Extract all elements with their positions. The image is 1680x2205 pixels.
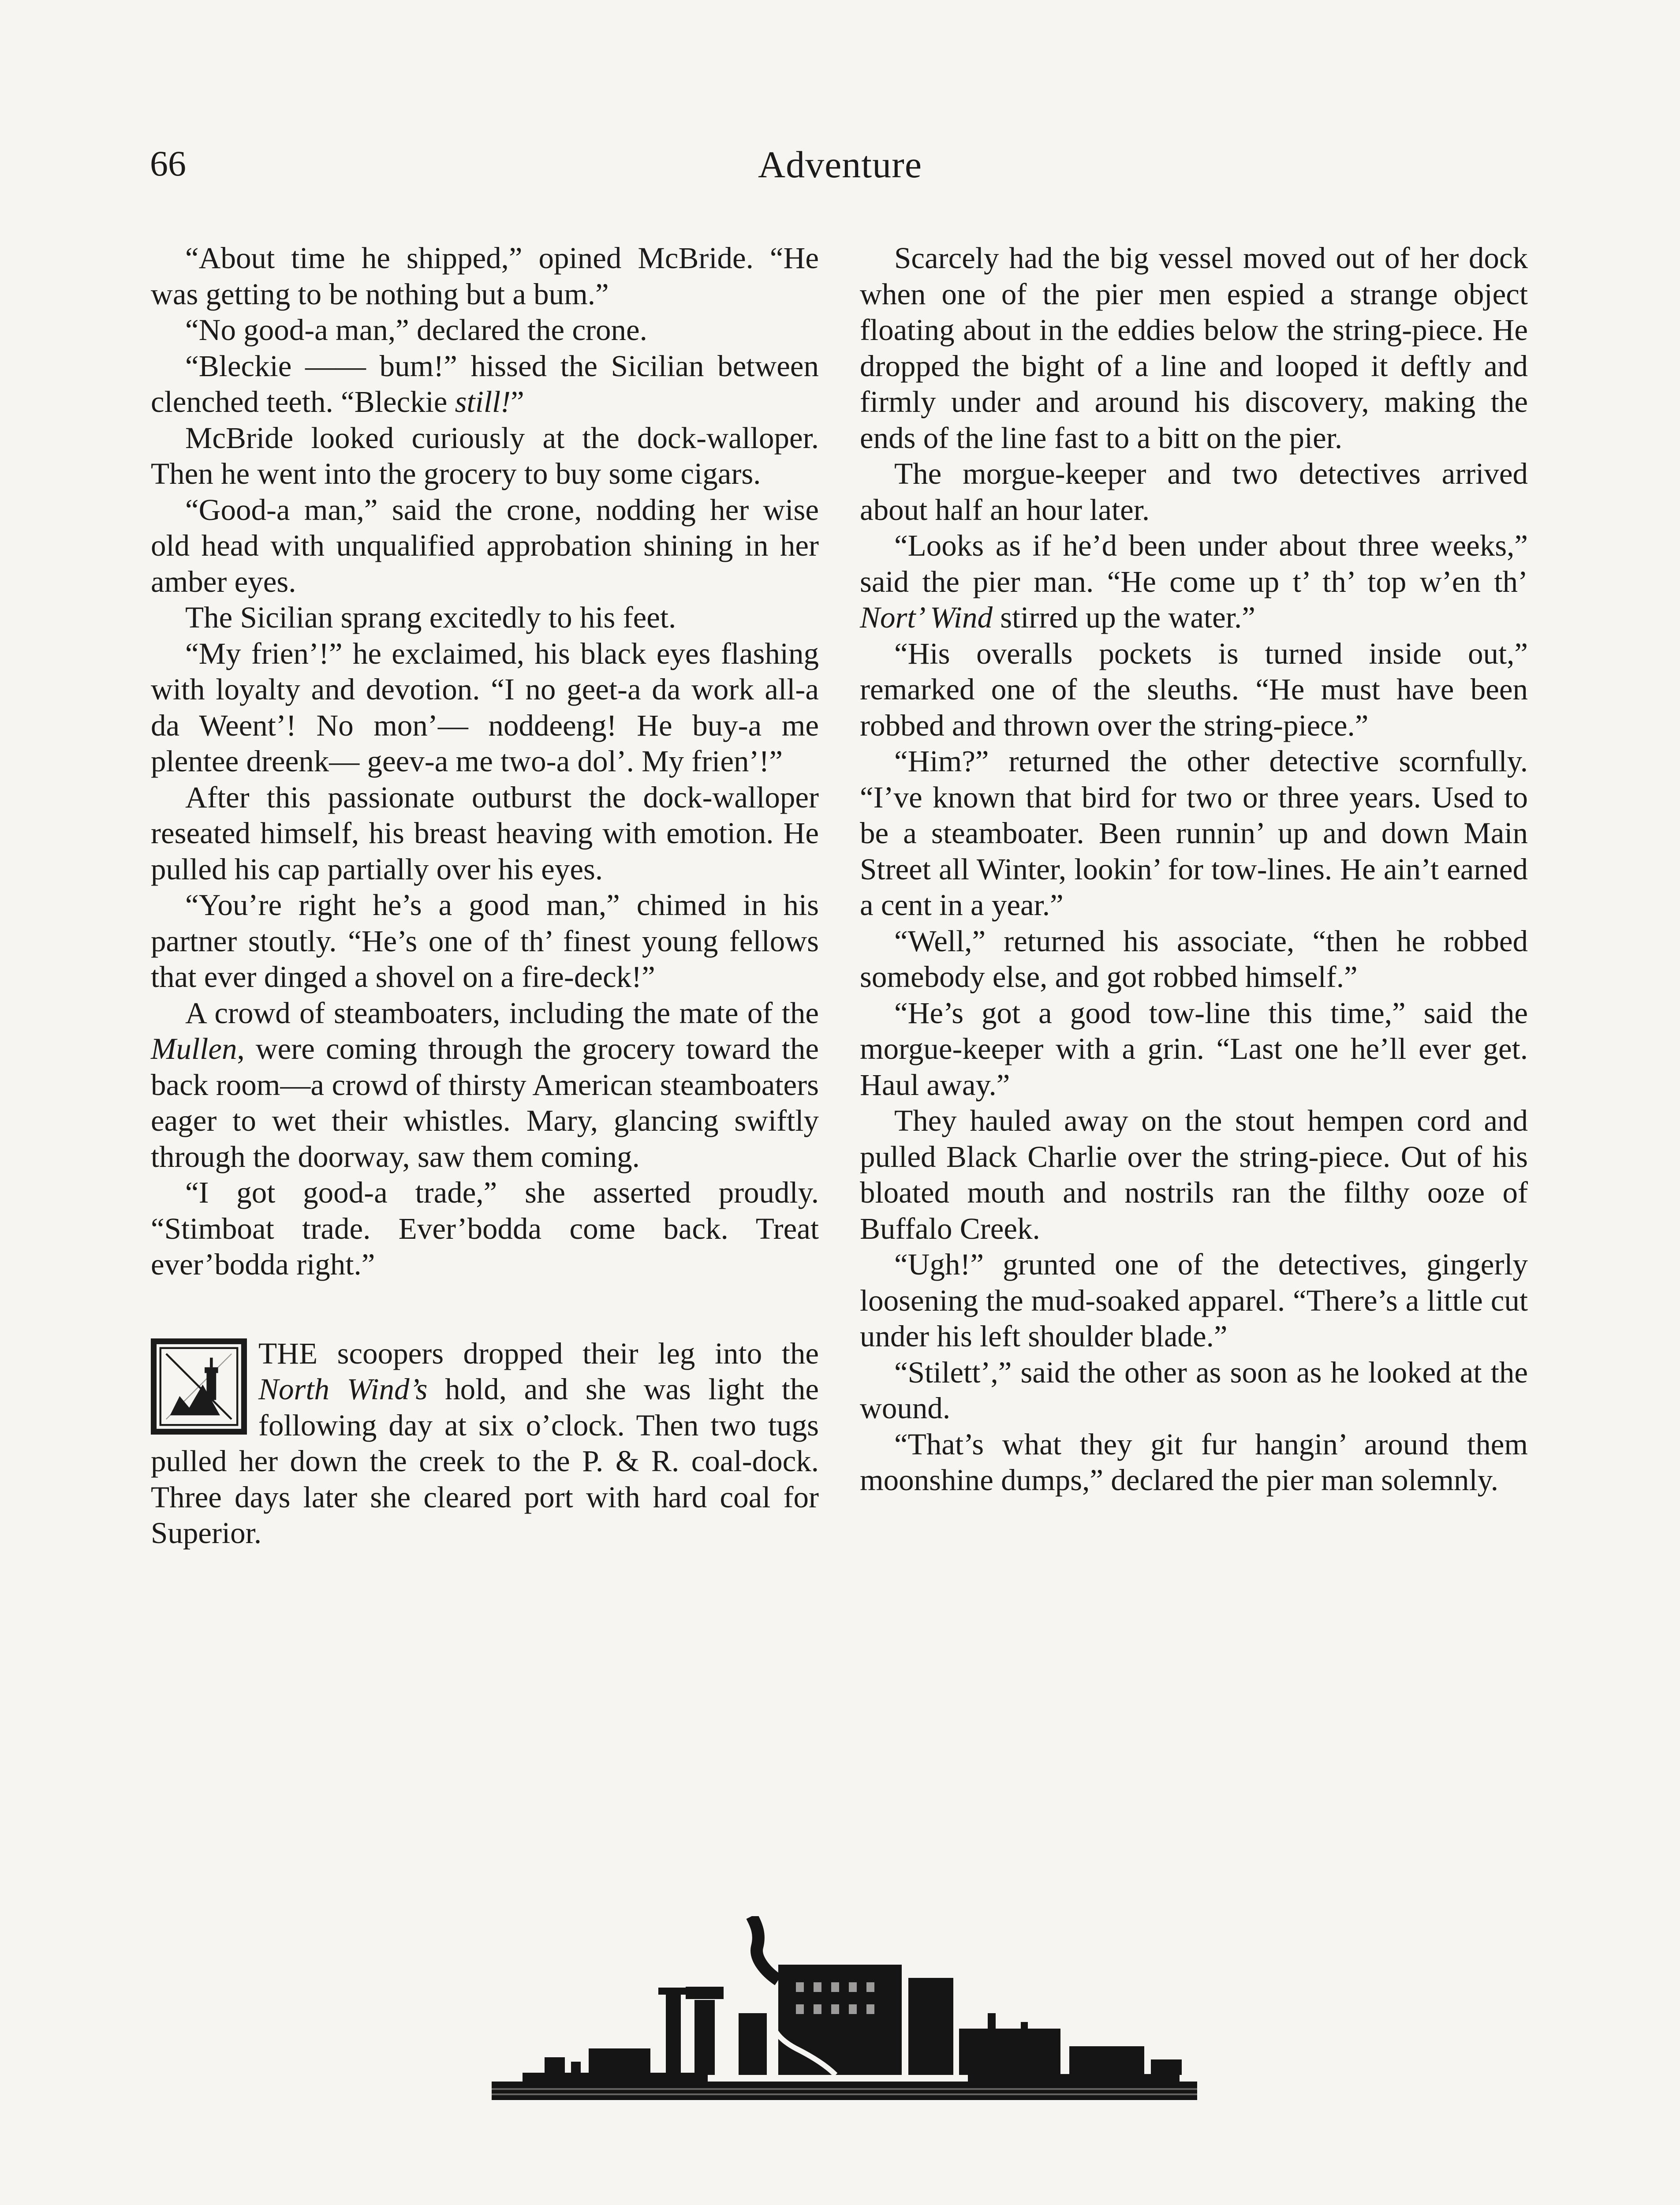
left-column <box>151 240 819 1551</box>
italic-text: Mullen <box>151 1032 237 1065</box>
right-paragraph-6: “Well,” returned his associate, “then he robbed somebody else, and got robbed himself.” <box>860 924 1528 994</box>
right-paragraph-3: “Looks as if he’d been under about three weeks,” said the pier man. “He come up t’ th’ top w’en th’ Nort’ Wind stirred up the water.” <box>860 529 1528 634</box>
left-paragraph-5: “Good-a man,” said the crone, nodding her wise old head with unqualified approbation shining in her amber eyes. <box>151 493 819 598</box>
right-column <box>860 240 1528 1499</box>
industrial-skyline-vignette <box>489 1916 1199 2119</box>
page-header <box>150 143 1530 198</box>
dropcap-lighthouse-icon <box>151 1338 247 1435</box>
right-paragraph-5: “Him?” returned the other detective scornfully. “I’ve known that bird for two or three years. Used to be a steamboater. Been runnin’ up and down Main Street all Winter, lookin’ for tow-lines. He ain’t earned a cent in a year.” <box>860 744 1528 922</box>
left-paragraph-6: The Sicilian sprang excitedly to his feet. <box>185 601 676 634</box>
left-paragraph-9: “You’re right he’s a good man,” chimed in his partner stoutly. “He’s one of th’ finest young fellows that ever dinged a shovel on a fire-deck!” <box>151 888 819 994</box>
right-paragraph-11: “That’s what they git fur hangin’ around them moonshine dumps,” declared the pier man solemnly. <box>860 1427 1528 1497</box>
running-title: Adventure <box>758 143 922 186</box>
right-paragraph-10: “Stilett’,” said the other as soon as he looked at the wound. <box>860 1355 1528 1425</box>
italic-text: Nort’ Wind <box>860 601 993 634</box>
right-paragraph-8: They hauled away on the stout hempen cord and pulled Black Charlie over the string-piece. Out of his bloated mouth and nostrils ran the filthy ooze of Buffalo Creek. <box>860 1104 1528 1245</box>
left-paragraph-8: After this passionate outburst the dock-walloper reseated himself, his breast heaving with emotion. He pulled his cap partially over his eyes. <box>151 780 819 886</box>
page-number: 66 <box>150 143 186 183</box>
right-paragraph-1: Scarcely had the big vessel moved out of her dock when one of the pier men espied a strange object floating about in the eddies below the string-piece. He dropped the bight of a line and looped it deftly and firmly under and around his discovery, making the ends of the line fast to a bitt on the pier. <box>860 241 1528 455</box>
right-paragraph-4: “His overalls pockets is turned inside out,” remarked one of the sleuths. “He must have been robbed and thrown over the string-piece.” <box>860 636 1528 742</box>
left-paragraph-1: “About time he shipped,” opined McBride. “He was getting to be nothing but a bum.” <box>151 241 819 311</box>
left-paragraph-7: “My frien’!” he exclaimed, his black eyes flashing with loyalty and devotion. “I no geet-a da work all-a da Weent’! No mon’— noddeeng! He buy-a me plentee dreenk— geev-a me two-a dol’. My frien’!” <box>151 636 819 778</box>
italic-text: North Wind’s <box>258 1372 428 1406</box>
left-paragraph-4: McBride looked curiously at the dock-walloper. Then he went into the grocery to buy some cigars. <box>151 421 819 490</box>
right-paragraph-2: The morgue-keeper and two detectives arrived about half an hour later. <box>860 457 1528 527</box>
left-paragraph-3: “Bleckie —— bum!” hissed the Sicilian between clenched teeth. “Bleckie still!” <box>151 349 819 419</box>
left-paragraph-2: “No good-a man,” declared the crone. <box>185 313 647 347</box>
italic-text: still! <box>455 385 511 419</box>
right-paragraph-9: “Ugh!” grunted one of the detectives, gingerly loosening the mud-soaked apparel. “There’s a little cut under his left shoulder blade.” <box>860 1248 1528 1353</box>
right-paragraph-7: “He’s got a good tow-line this time,” said the morgue-keeper with a grin. “Last one he’ll ever get. Haul away.” <box>860 996 1528 1102</box>
left-paragraph-10: A crowd of steamboaters, including the mate of the Mullen, were coming through the grocery toward the back room—a crowd of thirsty American steamboaters eager to wet their whistles. Mary, glancing swiftly through the doorway, saw them coming. <box>151 996 819 1174</box>
section-opening <box>151 1336 819 1551</box>
left-paragraph-11: “I got good-a trade,” she asserted proudly. “Stimboat trade. Ever’bodda come back. Treat ever’bodda right.” <box>151 1176 819 1281</box>
section-opening-paragraph: THE scoopers dropped their leg into the North Wind’s hold, and she was light the following day at six o’clock. Then two tugs pulled her down the creek to the P. & R. coal-dock. Three days later she cleared port with hard coal for Superior. <box>151 1336 819 1550</box>
